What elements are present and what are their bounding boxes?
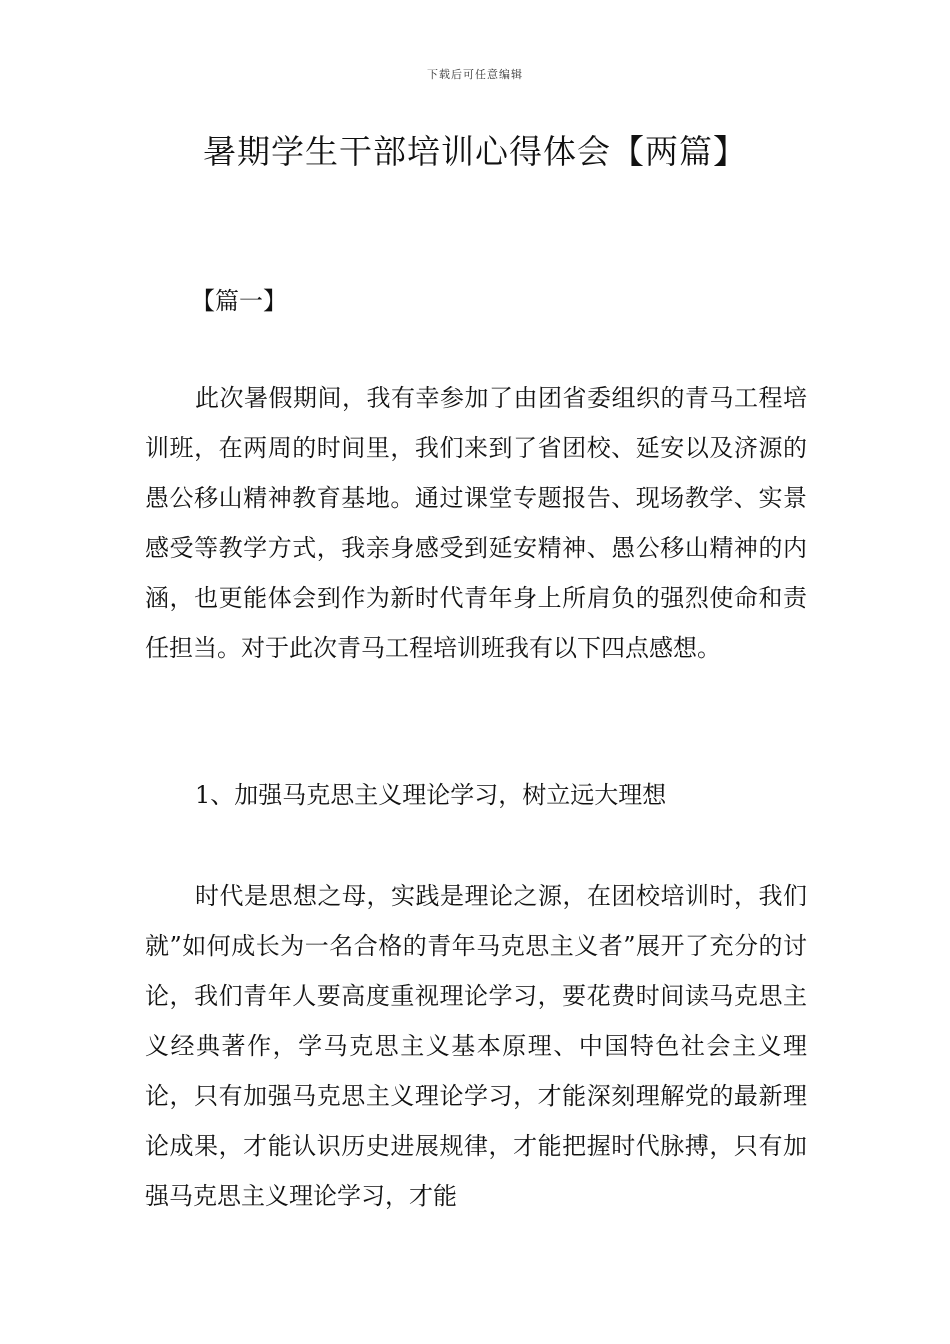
subheading-1: 1、加强马克思主义理论学习，树立远大理想 — [195, 781, 667, 809]
header-note: 下载后可任意编辑 — [427, 68, 523, 81]
section-heading: 【篇一】 — [191, 287, 287, 315]
document-title: 暑期学生干部培训心得体会【两篇】 — [203, 132, 747, 171]
body-paragraph-2: 时代是思想之母，实践是理论之源，在团校培训时，我们就”如何成长为一名合格的青年马克思主义者”展开了充分的讨论，我们青年人要高度重视理论学习，要花费时间读马克思主义经典著作，学马克思主义基本原理、中国特色社会主义理论，只有加强马克思主义理论学习，才能深刻理解党的最新理论成果，才能认识历史进展规律，才能把握时代脉搏，只有加强马克思主义理论学习，才能 — [145, 882, 807, 1210]
body-paragraph-1: 此次暑假期间，我有幸参加了由团省委组织的青马工程培训班，在两周的时间里，我们来到了省团校、延安以及济源的愚公移山精神教育基地。通过课堂专题报告、现场教学、实景感受等教学方式，我亲身感受到延安精神、愚公移山精神的内涵，也更能体会到作为新时代青年身上所肩负的强烈使命和责任担当。对于此次青马工程培训班我有以下四点感想。 — [145, 384, 807, 662]
